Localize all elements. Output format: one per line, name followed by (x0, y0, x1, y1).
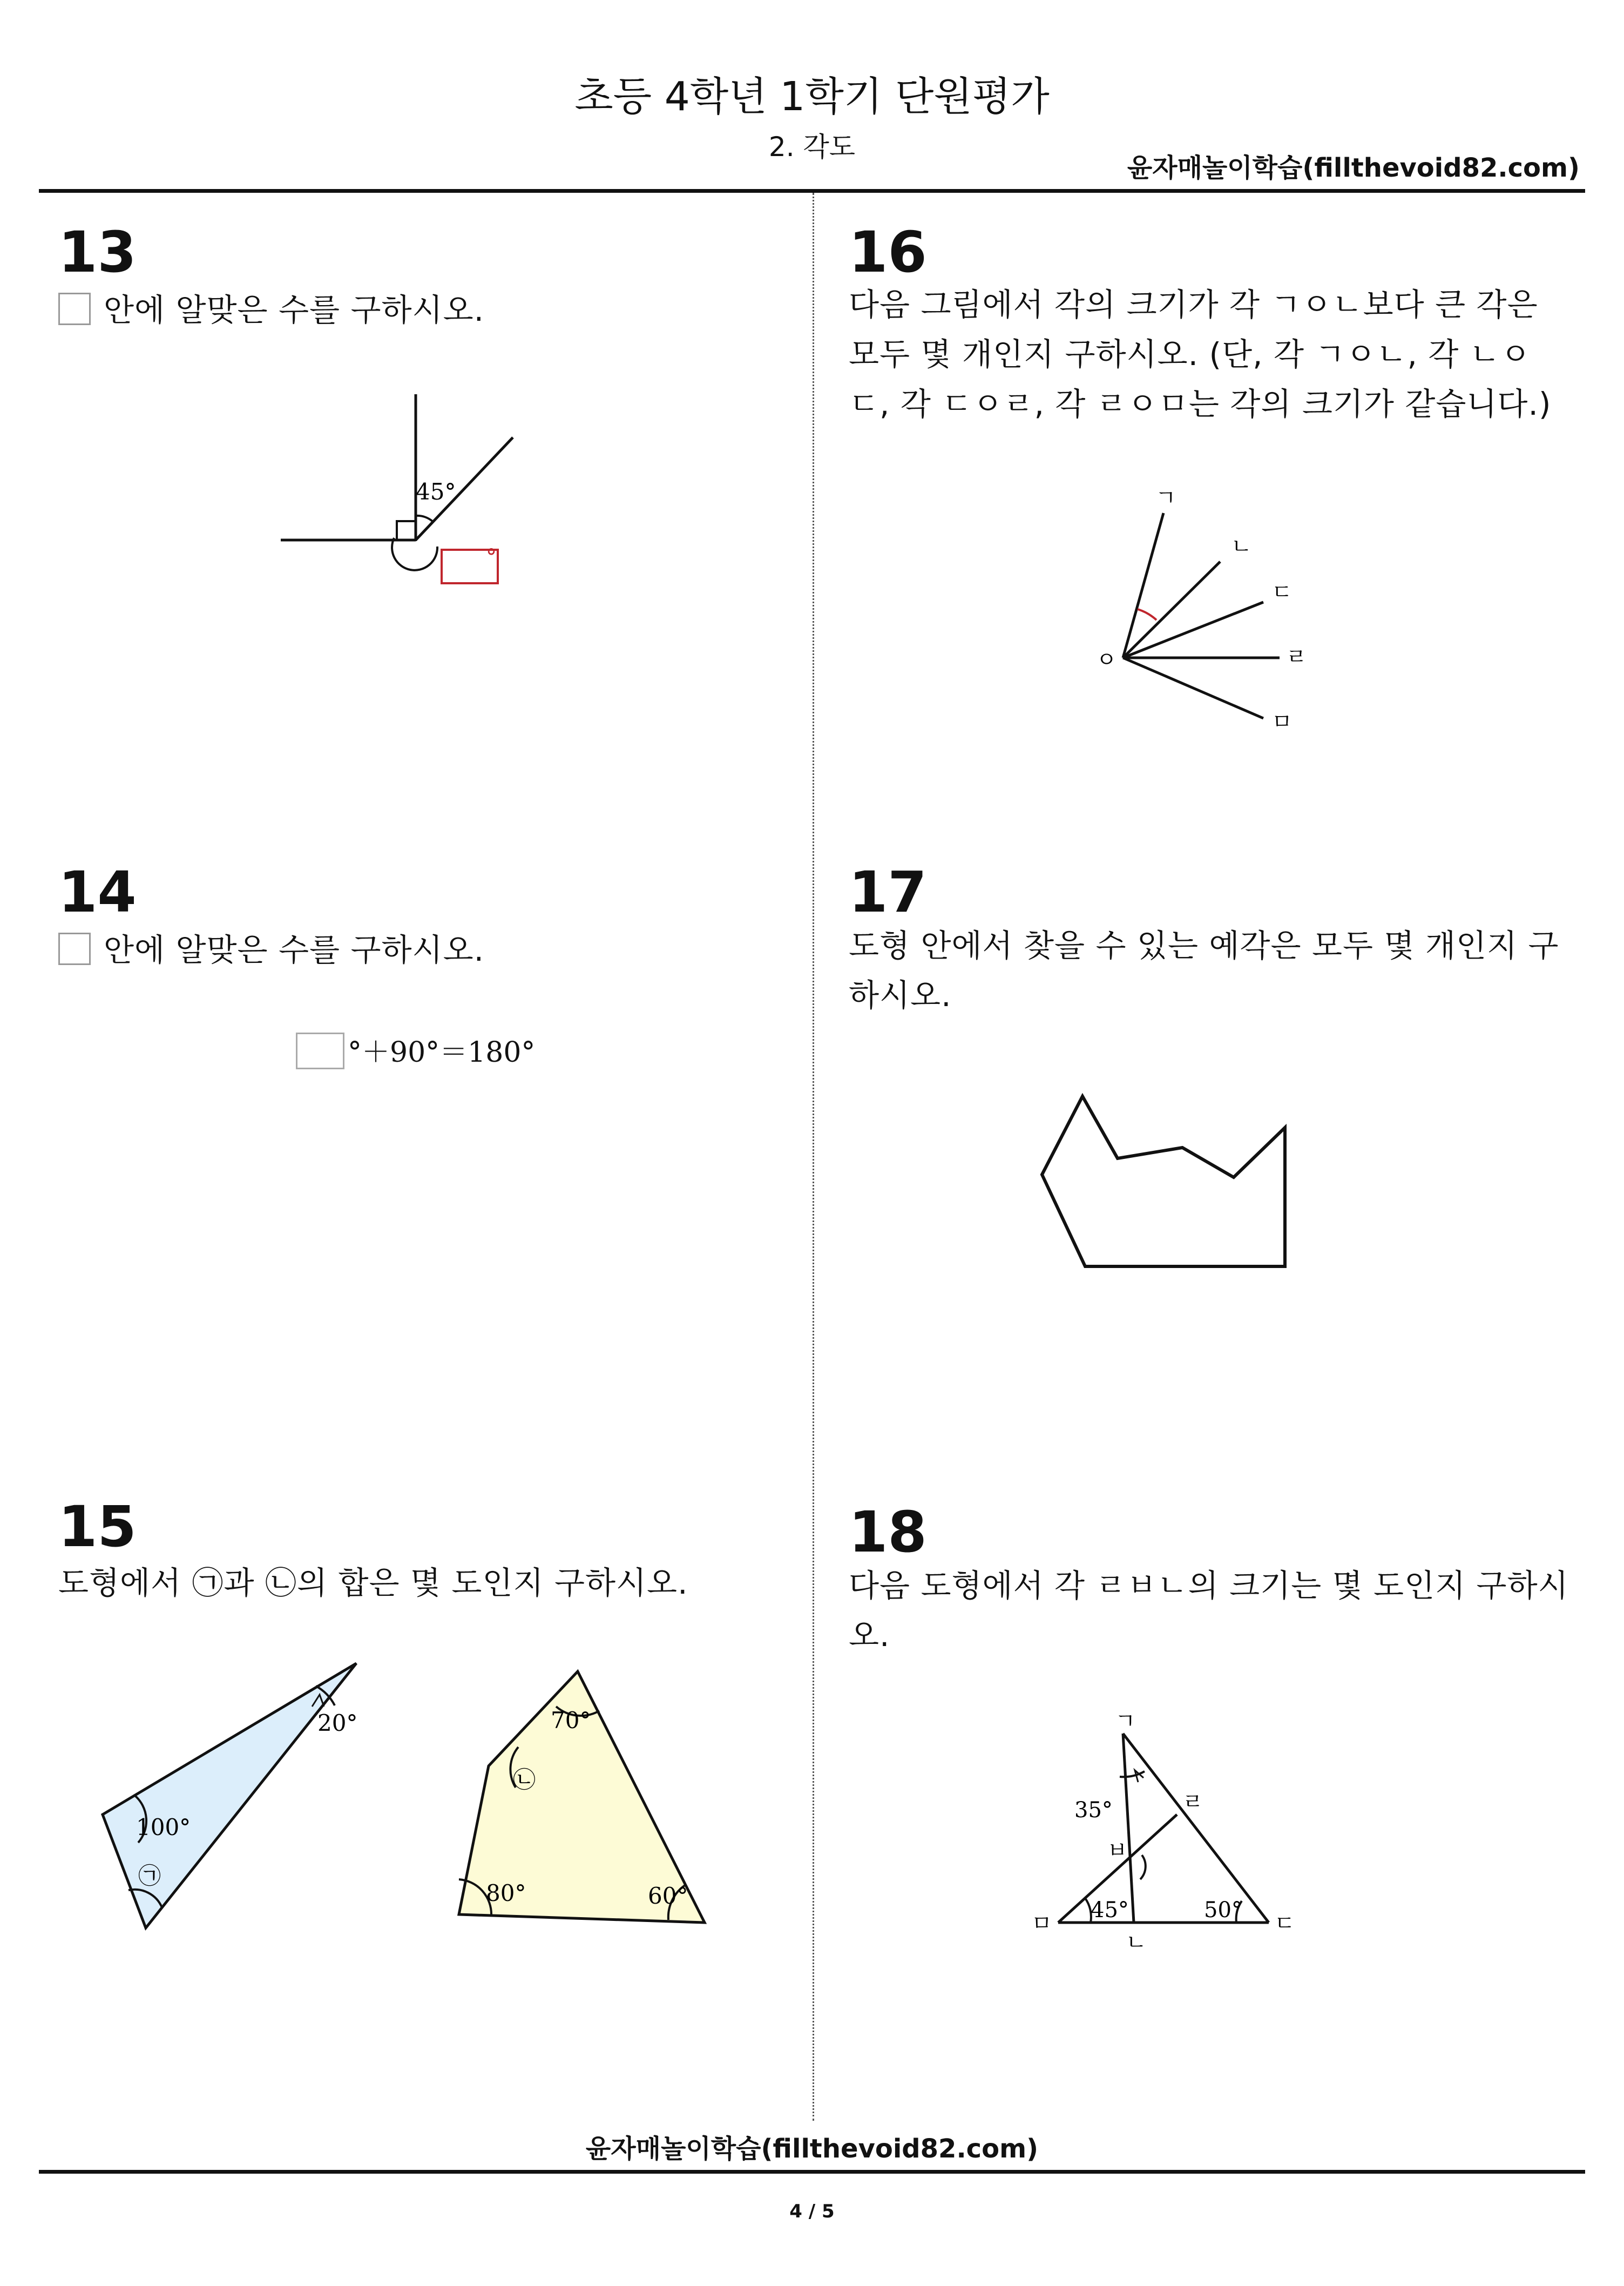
point-b: ㅂ (1107, 1838, 1128, 1863)
quad-angle-60: 60° (648, 1883, 688, 1909)
angle-35-label: 35° (1074, 1798, 1113, 1823)
question-13-text: 안에 알맞은 수를 구하시오. (58, 285, 484, 335)
question-17-number: 17 (849, 859, 927, 925)
question-18-number: 18 (849, 1499, 927, 1565)
equation-box (296, 1033, 344, 1069)
page-subtitle: 2. 각도 (768, 131, 856, 163)
question-16-figure (1074, 481, 1334, 751)
question-14-equation: °＋90°＝180° (296, 1033, 535, 1072)
brand-bottom: 윤자매놀이학습(fillthevoid82.com) (585, 2134, 1039, 2164)
tri-angle-20: 20° (317, 1710, 358, 1736)
question-14-text: 안에 알맞은 수를 구하시오. (58, 925, 484, 975)
question-15-number: 15 (58, 1494, 137, 1560)
point-d: ㄷ (1271, 580, 1293, 605)
quad-angle-70: 70° (551, 1707, 591, 1734)
question-16-number: 16 (849, 219, 927, 285)
point-n: ㄴ (1126, 1930, 1147, 1955)
tri-angle-a: ㉠ (138, 1863, 161, 1889)
angle-45-label: 45° (416, 478, 456, 505)
point-g: ㄱ (1115, 1712, 1136, 1734)
answer-degree-sign: ° (486, 545, 497, 570)
question-17-figure (1026, 1080, 1328, 1285)
question-13-number: 13 (58, 219, 137, 285)
polygon-shape (1042, 1096, 1285, 1266)
angle-50-label: 50° (1204, 1898, 1242, 1923)
quad-angle-b: ㉡ (513, 1766, 536, 1793)
point-o: ㅇ (1096, 648, 1117, 672)
point-n: ㄴ (1231, 534, 1252, 559)
column-divider (813, 193, 814, 2121)
angle-45-label: 45° (1091, 1898, 1129, 1923)
answer-box-icon (58, 293, 91, 325)
page-number: 4 / 5 (789, 2201, 835, 2222)
tri-angle-100: 100° (136, 1814, 191, 1840)
point-g: ㄱ (1155, 485, 1176, 510)
quad-angle-80: 80° (486, 1880, 526, 1906)
header-rule (39, 189, 1585, 193)
question-15-text: 도형에서 ㉠과 ㉡의 합은 몇 도인지 구하시오. (58, 1565, 688, 1601)
question-17-text: 도형 안에서 찾을 수 있는 예각은 모두 몇 개인지 구 하시오. (849, 927, 1559, 1014)
page-title: 초등 4학년 1학기 단원평가 (574, 73, 1050, 120)
point-r: ㄹ (1286, 645, 1307, 670)
answer-box-icon (58, 933, 91, 965)
question-14-number: 14 (58, 859, 137, 925)
question-18-figure (1020, 1712, 1323, 1960)
point-m: ㅁ (1031, 1911, 1052, 1936)
question-16-text: 다음 그림에서 각의 크기가 각 ㄱㅇㄴ보다 큰 각은 모두 몇 개인지 구하시오. (단, 각 ㄱㅇㄴ, 각 ㄴㅇ ㄷ, 각 ㄷㅇㄹ, 각 ㄹㅇㅁ는 각의 크기가 같습니다.) (849, 286, 1552, 422)
question-18-text: 다음 도형에서 각 ㄹㅂㄴ의 크기는 몇 도인지 구하시 오. (849, 1567, 1569, 1654)
point-m: ㅁ (1271, 710, 1293, 734)
footer-rule (39, 2170, 1585, 2174)
question-15-figure (86, 1647, 734, 1939)
question-13-figure (259, 378, 540, 605)
point-d: ㄷ (1274, 1911, 1295, 1936)
point-r: ㄹ (1182, 1790, 1203, 1815)
brand-top: 윤자매놀이학습(fillthevoid82.com) (1127, 153, 1580, 183)
